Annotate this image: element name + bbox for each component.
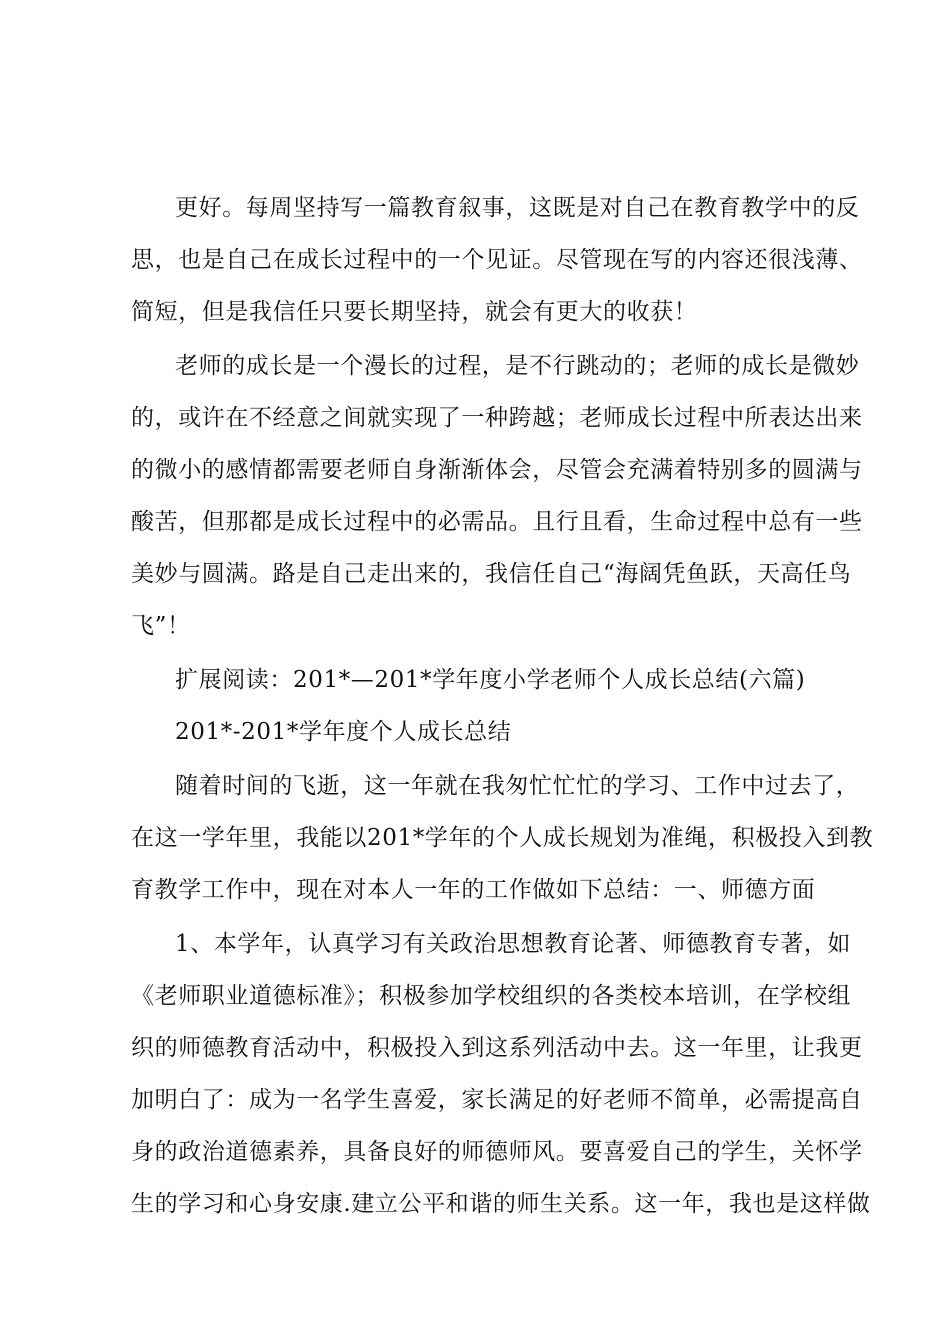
paragraph-1-line-2: 思，也是自己在成长过程中的一个见证。尽管现在写的内容还很浅薄、 <box>131 247 863 273</box>
paragraph-4-line-2: 《老师职业道德标准》；积极参加学校组织的各类校本培训，在学校组 <box>131 983 852 1009</box>
paragraph-3-line-1: 随着时间的飞逝，这一年就在我匆忙忙忙的学习、工作中过去了， <box>175 773 860 799</box>
paragraph-2-line-4: 酸苦，但那都是成长过程中的必需品。且行且看，生命过程中总有一些 <box>131 509 863 535</box>
paragraph-2-line-3: 的微小的感情都需要老师自身渐渐体会，尽管会充满着特别多的圆满与 <box>131 457 863 483</box>
paragraph-2-line-5: 美妙与圆满。路是自己走出来的，我信任自己“海阔凭鱼跃，天高任鸟 <box>131 561 852 587</box>
paragraph-2-line-1: 老师的成长是一个漫长的过程，是不行跳动的；老师的成长是微妙 <box>175 353 860 379</box>
paragraph-4-line-5: 身的政治道德素养，具备良好的师德师风。要喜爱自己的学生，关怀学 <box>131 1139 863 1165</box>
paragraph-2-line-6: 飞”！ <box>131 613 191 639</box>
paragraph-4-line-4: 加明白了：成为一名学生喜爱，家长满足的好老师不简单，必需提高自 <box>131 1087 863 1113</box>
paragraph-2-line-2: 的，或许在不经意之间就实现了一种跨越；老师成长过程中所表达出来 <box>131 405 863 431</box>
paragraph-1-line-1: 更好。每周坚持写一篇教育叙事，这既是对自己在教育教学中的反 <box>175 195 860 221</box>
paragraph-3-line-3: 育教学工作中，现在对本人一年的工作做如下总结：一、师德方面 <box>131 877 816 903</box>
paragraph-1-line-3: 简短，但是我信任只要长期坚持，就会有更大的收获！ <box>131 299 698 325</box>
paragraph-4-line-1: 1、本学年，认真学习有关政治思想教育论著、师德教育专著，如 <box>175 931 852 957</box>
extended-reading-heading: 扩展阅读：201*—201*学年度小学老师个人成长总结(六篇) <box>175 667 806 693</box>
paragraph-3-line-2: 在这一学年里，我能以201*学年的个人成长规划为准绳，积极投入到教 <box>131 825 874 851</box>
summary-title: 201*-201*学年度个人成长总结 <box>175 719 512 745</box>
paragraph-4-line-3: 织的师德教育活动中，积极投入到这系列活动中去。这一年里，让我更 <box>131 1035 863 1061</box>
paragraph-4-line-6: 生的学习和心身安康.建立公平和谐的师生关系。这一年，我也是这样做 <box>131 1191 871 1217</box>
